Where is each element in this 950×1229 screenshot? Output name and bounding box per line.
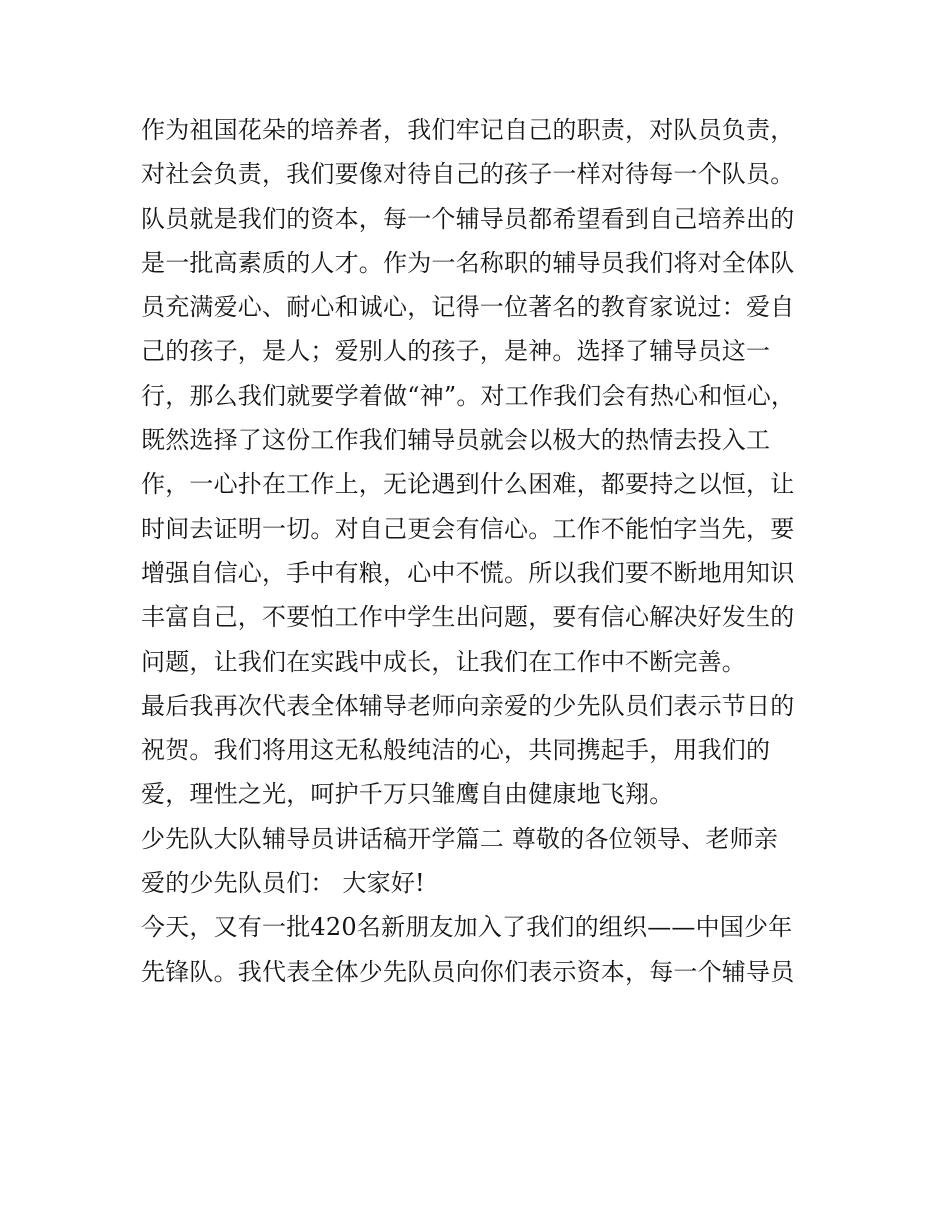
text-line: 对社会负责，我们要像对待自己的孩子一样对待每一个队员。 bbox=[141, 160, 795, 189]
text-line: 己的孩子，是人；爱别人的孩子，是神。选择了辅导员这一 bbox=[141, 337, 771, 366]
text-line: 员充满爱心、耐心和诚心，记得一位著名的教育家说过：爱自 bbox=[141, 293, 795, 322]
document-body bbox=[141, 108, 821, 994]
text-line: 增强自信心，手中有粮，心中不慌。所以我们要不断地用知识 bbox=[141, 558, 795, 587]
text-line: 丰富自己，不要怕工作中学生出问题，要有信心解决好发生的 bbox=[141, 603, 795, 632]
text-line: 行，那么我们就要学着做“神”。对工作我们会有热心和恒心， bbox=[141, 381, 796, 410]
text-line: 既然选择了这份工作我们辅导员就会以极大的热情去投入工 bbox=[141, 426, 771, 455]
text-line: 今天，又有一批420名新朋友加入了我们的组织——中国少年 bbox=[141, 913, 793, 942]
text-line: 最后我再次代表全体辅导老师向亲爱的少先队员们表示节日的 bbox=[141, 691, 795, 720]
text-line: 爱，理性之光，呵护千万只雏鹰自由健康地飞翔。 bbox=[141, 780, 674, 809]
text-line: 爱的少先队员们： 大家好! bbox=[141, 869, 425, 898]
text-line: 先锋队。我代表全体少先队员向你们表示资本，每一个辅导员 bbox=[141, 957, 795, 986]
text-line: 队员就是我们的资本，每一个辅导员都希望看到自己培养出的 bbox=[141, 204, 795, 233]
text-line: 是一批高素质的人才。作为一名称职的辅导员我们将对全体队 bbox=[141, 248, 795, 277]
text-line: 作为祖国花朵的培养者，我们牢记自己的职责，对队员负责， bbox=[141, 116, 795, 144]
text-line: 少先队大队辅导员讲话稿开学篇二 尊敬的各位领导、老师亲 bbox=[141, 824, 779, 853]
text-line: 问题，让我们在实践中成长，让我们在工作中不断完善。 bbox=[141, 647, 746, 676]
text-line: 作，一心扑在工作上，无论遇到什么困难，都要持之以恒，让 bbox=[141, 470, 795, 499]
text-line: 时间去证明一切。对自己更会有信心。工作不能怕字当先，要 bbox=[141, 514, 795, 543]
text-line: 祝贺。我们将用这无私般纯洁的心，共同携起手，用我们的 bbox=[141, 736, 771, 765]
